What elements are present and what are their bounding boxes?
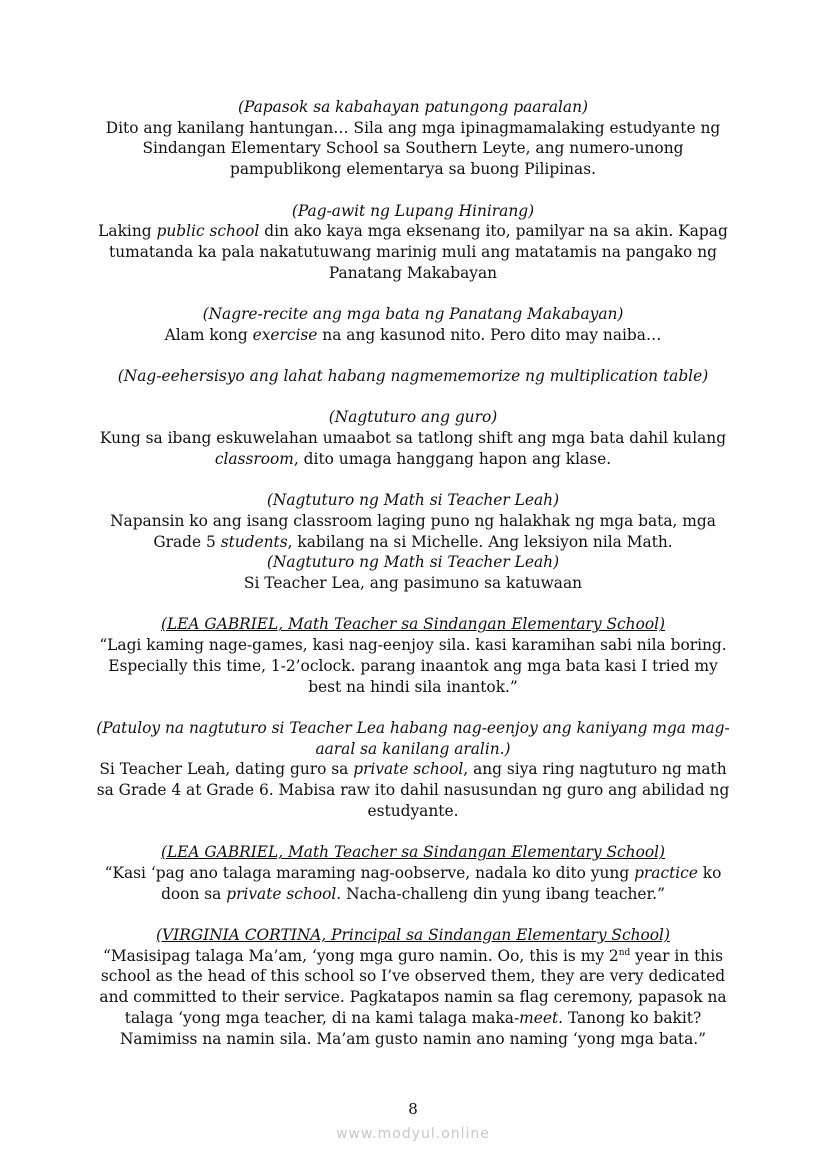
spacer: [95, 345, 731, 366]
text-run: na ang kasunod nito. Pero dito may naiba…: [317, 325, 662, 344]
narration-paragraph: [95, 428, 731, 469]
text-run: . Nacha-challeng din yung ibang teacher.”: [336, 884, 665, 903]
watermark: www.modyul.online: [336, 1126, 490, 1142]
text-run: Si Teacher Lea, ang pasimuno sa katuwaan: [243, 574, 583, 593]
text-run: ko doon sa: [161, 863, 722, 903]
text-run: Kung sa ibang eskuwelahan umaabot sa tatlong shift ang mga bata dahil kulang: [99, 429, 727, 448]
text-run: “Kasi ‘pag ano talaga maraming nag-oobserve, nadala ko dito yung: [104, 863, 635, 882]
text-run: year in this school as the head of this school so I’ve observed them, they are very dedicated and committed to their service. Pagkatapos namin sa flag ceremony, papasok na talaga ‘yong mga teacher, di na kami talaga maka-: [99, 946, 727, 1027]
spacer: [95, 387, 731, 408]
speaker-label: (LEA GABRIEL, Math Teacher sa Sindangan Elementary School): [160, 843, 666, 862]
emphasis-text: meet.: [519, 1008, 564, 1027]
emphasis-text: exercise: [252, 325, 318, 344]
emphasis-text: private school: [353, 760, 464, 779]
page-number: 8: [408, 1100, 418, 1118]
text-run: , dito umaga hanggang hapon ang klase.: [293, 449, 612, 468]
text-run: Napansin ko ang isang classroom laging puno ng halakhak ng mga bata, mga Grade 5: [110, 511, 716, 551]
script-body: [95, 97, 731, 1049]
spacer: [95, 470, 731, 491]
spacer: [95, 283, 731, 304]
text-run: Si Teacher Leah, dating guro sa: [99, 760, 354, 779]
speaker-label: (LEA GABRIEL, Math Teacher sa Sindangan Elementary School): [160, 615, 666, 634]
quote-paragraph: [95, 946, 731, 1050]
text-run: Dito ang kanilang hantungan… Sila ang mga ipinagmamalaking estudyante ng Sindangan Elementary School sa Southern Leyte, ang numero-unong pampublikong elementarya sa buong Pilipinas.: [105, 118, 721, 179]
narration-paragraph: [95, 221, 731, 283]
spacer: [95, 697, 731, 718]
stage-direction: (Nagtuturo ng Math si Teacher Leah): [266, 491, 560, 510]
stage-direction: (Nagre-recite ang mga bata ng Panatang Makabayan): [202, 305, 624, 323]
stage-direction: (Patuloy na nagtuturo si Teacher Lea habang nag-eenjoy ang kaniyang mga mag-aaral sa kanilang aralin.): [96, 718, 730, 758]
emphasis-text: students: [220, 532, 288, 551]
narration-paragraph: [95, 325, 731, 346]
stage-direction: (Papasok sa kabahayan patungong paaralan): [237, 98, 589, 116]
emphasis-text: private school: [226, 884, 337, 903]
narration-paragraph: [95, 118, 731, 180]
stage-direction: (Pag-awit ng Lupang Hinirang): [291, 201, 535, 220]
narration-paragraph: [95, 511, 731, 552]
text-run: “Lagi kaming nage-games, kasi nag-eenjoy sila. kasi karamihan sabi nila boring. Especially this time, 1-2’oclock. parang inaantok ang mga bata kasi I tried my best na hindi sila inantok.”: [99, 636, 727, 696]
emphasis-text: public school: [156, 222, 260, 241]
text-run: Laking: [98, 222, 157, 241]
text-run: Alam kong: [164, 325, 253, 344]
text-run: “Masisipag talaga Ma’am, ‘yong mga guro namin. Oo, this is my 2: [102, 946, 619, 965]
spacer: [95, 594, 731, 615]
speaker-label: (VIRGINIA CORTINA, Principal sa Sindangan Elementary School): [156, 925, 670, 944]
emphasis-text: classroom: [214, 449, 294, 468]
text-run: , kabilang na si Michelle. Ang leksiyon nila Math.: [287, 532, 673, 551]
ordinal-suffix: nd: [618, 947, 631, 958]
text-run: Tanong ko bakit? Namimiss na namin sila. Ma’am gusto namin ano naming ‘yong mga bata.”: [119, 1008, 707, 1048]
emphasis-text: practice: [634, 863, 698, 882]
stage-direction: (Nagtuturo ng Math si Teacher Leah): [266, 553, 560, 572]
narration-paragraph: [95, 573, 731, 594]
spacer: [95, 904, 731, 925]
quote-paragraph: [95, 863, 731, 904]
spacer: [95, 180, 731, 201]
stage-direction: (Nag-eehersisyo ang lahat habang nagmememorize ng multiplication table): [117, 367, 709, 386]
stage-direction: (Nagtuturo ang guro): [328, 408, 498, 427]
narration-paragraph: [95, 759, 731, 821]
quote-paragraph: [95, 635, 731, 697]
text-run: din ako kaya mga eksenang ito, pamilyar na sa akin. Kapag tumatanda ka pala nakatutuwang marinig muli ang matatamis na pangako ng Panatang Makabayan: [109, 222, 728, 282]
text-run: , ang siya ring nagtuturo ng math sa Grade 4 at Grade 6. Mabisa raw ito dahil nasusundan ng guro ang abilidad ng estudyante.: [96, 760, 730, 820]
spacer: [95, 822, 731, 843]
